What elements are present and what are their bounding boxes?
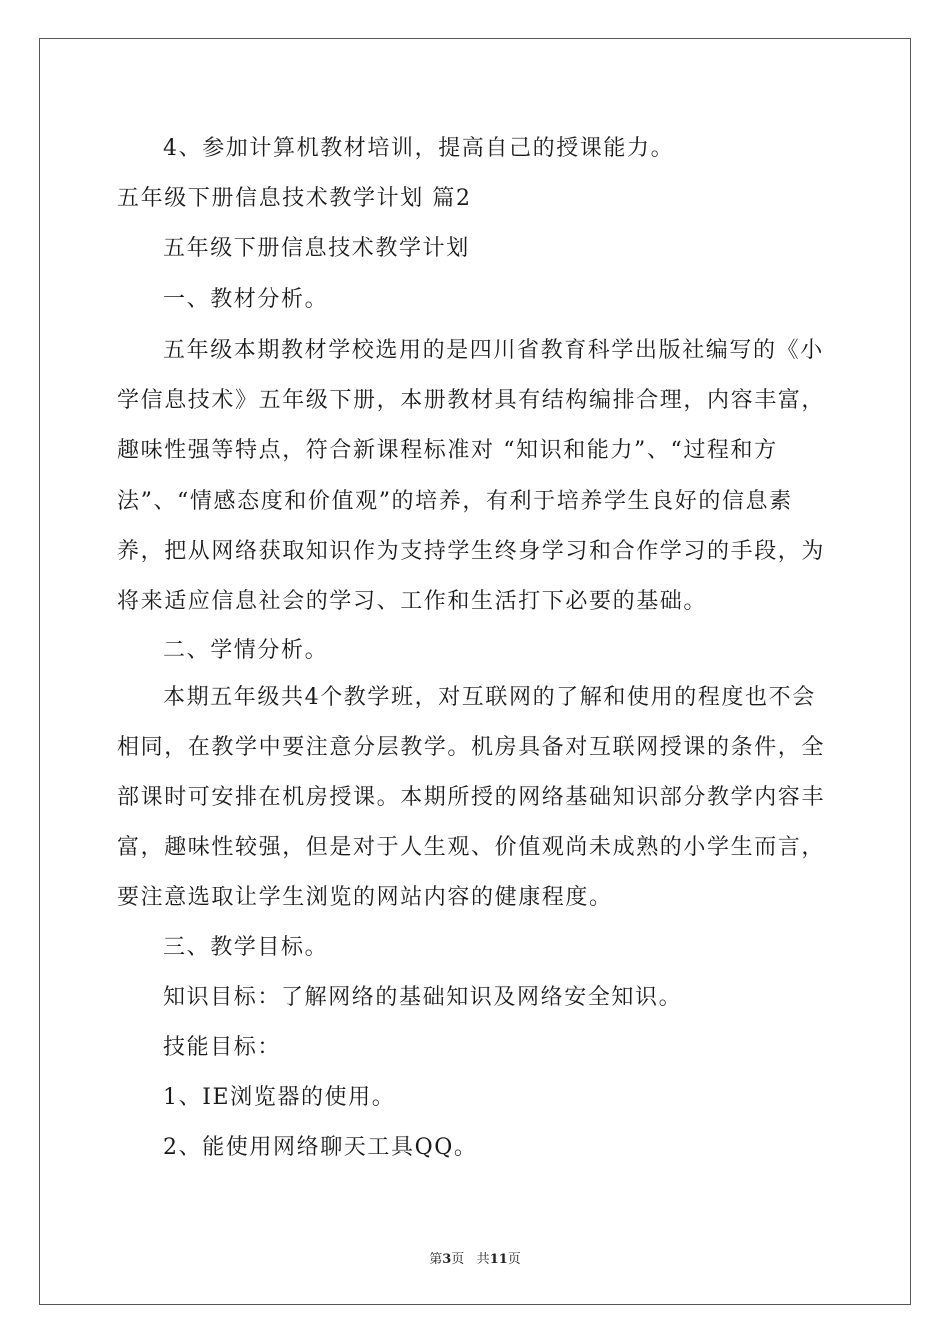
paragraph-line: 部课时可安排在机房授课。本期所授的网络基础知识部分教学内容丰 [117,785,826,810]
footer-total-prefix: 共 [476,1252,490,1267]
document-title: 五年级下册信息技术教学计划 [163,236,470,261]
list-item-ie-browser: 1、IE浏览器的使用。 [163,1085,396,1110]
paragraph-line: 养，把从网络获取知识作为支持学生终身学习和合作学习的手段，为 [117,539,826,564]
paragraph-line: 学信息技术》五年级下册，本册教材具有结构编排合理，内容丰富， [117,388,826,413]
paragraph-line: 将来适应信息社会的学习、工作和生活打下必要的基础。 [117,589,708,614]
skill-goal-heading: 技能目标： [163,1035,282,1060]
paragraph-line: 富，趣味性较强，但是对于人生观、价值观尚未成熟的小学生而言， [117,835,826,860]
list-item-qq: 2、能使用网络聊天工具QQ。 [163,1135,478,1160]
knowledge-goal: 知识目标：了解网络的基础知识及网络安全知识。 [163,985,683,1010]
heading-material-analysis: 一、教材分析。 [163,287,329,312]
heading-student-analysis: 二、学情分析。 [163,638,329,663]
paragraph-line: 要注意选取让学生浏览的网站内容的健康程度。 [117,885,613,910]
page-footer [0,1248,950,1267]
footer-total-pages: 11 [489,1252,508,1267]
paragraph-line: 法”、“情感态度和价值观”的培养，有利于培养学生良好的信息素 [117,489,793,514]
footer-total-suffix: 页 [507,1252,521,1267]
paragraph-line: 本期五年级共4个教学班，对互联网的了解和使用的程度也不会 [163,685,816,710]
footer-page-number: 3 [442,1252,452,1267]
paragraph-line: 趣味性强等特点，符合新课程标准对 “知识和能力”、“过程和方 [117,438,778,463]
list-item-training: 4、参加计算机教材培训，提高自己的授课能力。 [163,136,675,161]
paragraph-line: 五年级本期教材学校选用的是四川省教育科学出版社编写的《小 [163,338,824,363]
heading-teaching-goals: 三、教学目标。 [163,935,329,960]
section-heading-part2: 五年级下册信息技术教学计划 篇2 [117,186,472,211]
footer-page-suffix: 页 [451,1252,465,1267]
footer-page-prefix: 第 [429,1252,443,1267]
page-border [39,38,911,1305]
paragraph-line: 相同，在教学中要注意分层教学。机房具备对互联网授课的条件，全 [117,735,826,760]
